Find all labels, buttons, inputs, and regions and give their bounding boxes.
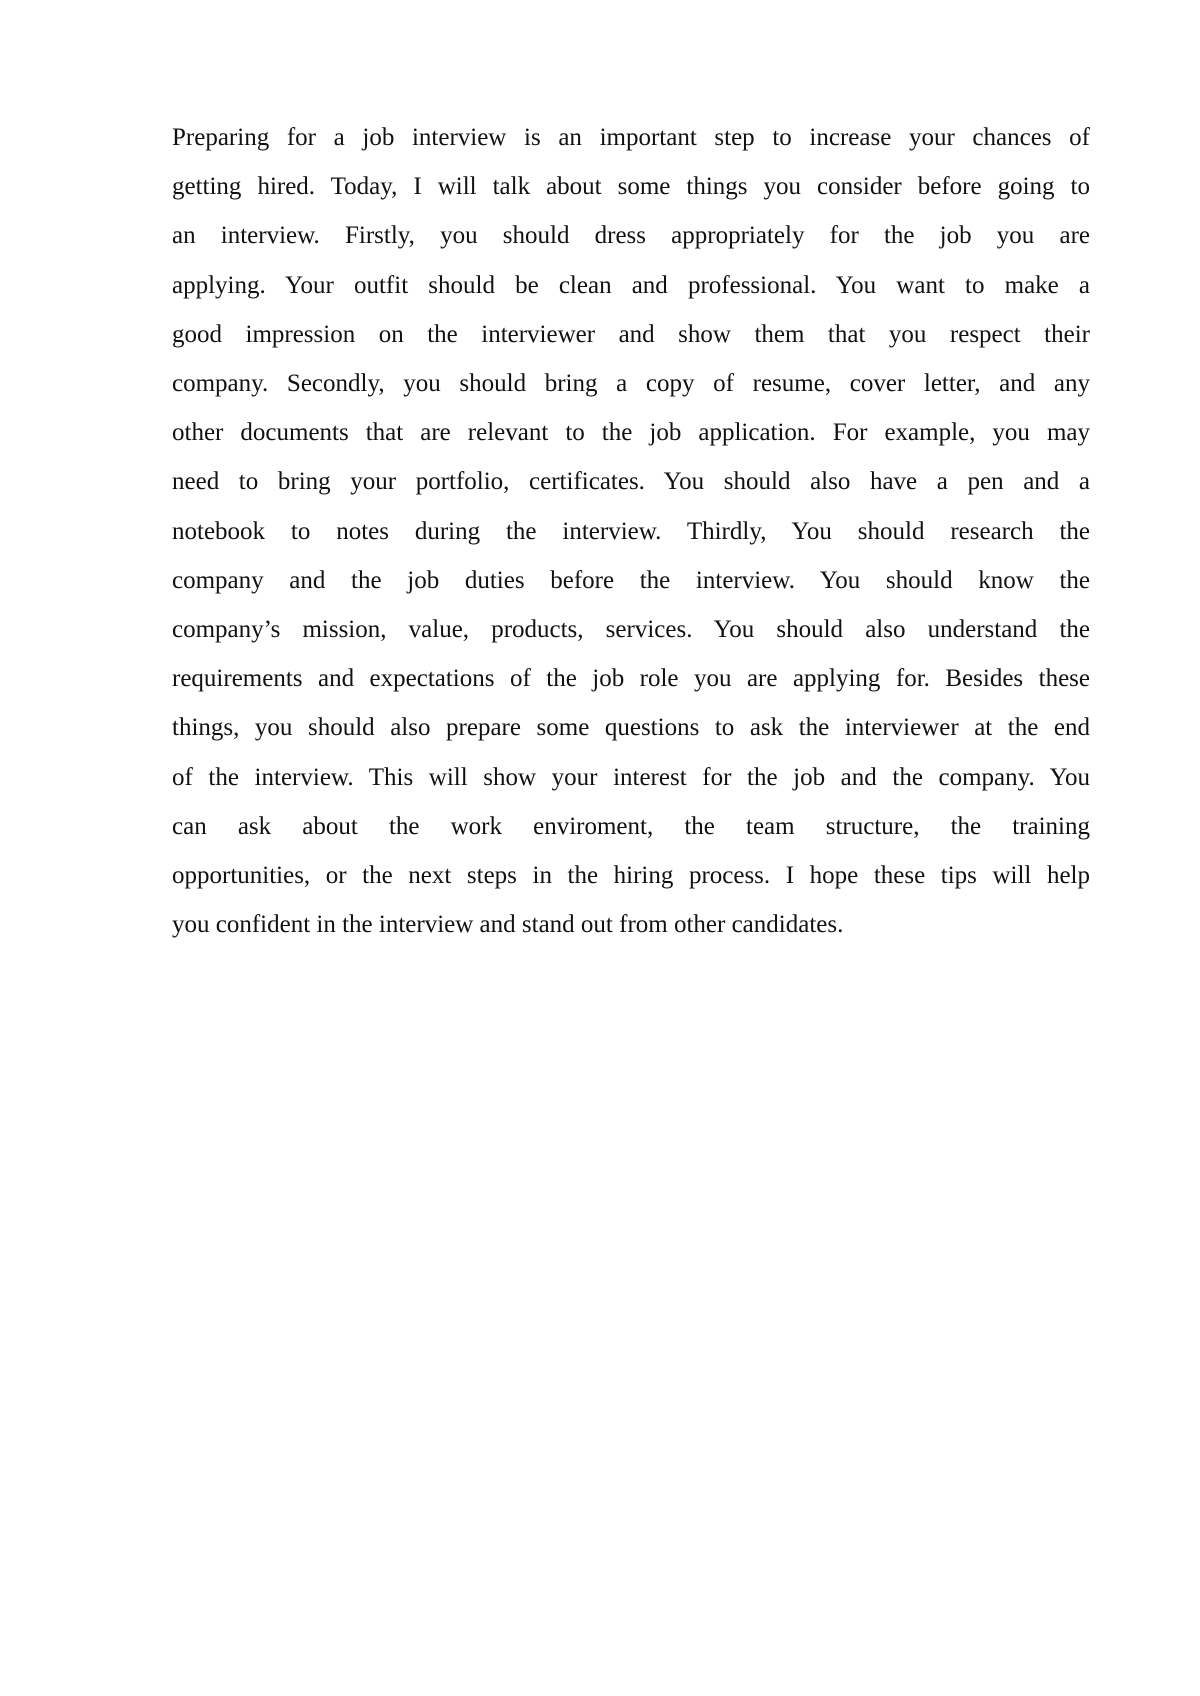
paragraph-line: Preparing for a job interview is an important step to increase your chances of [172,124,1090,151]
paragraph-line: other documents that are relevant to the job application. For example, you may [172,419,1090,447]
paragraph-line: can ask about the work enviroment, the team structure, the training [172,812,1090,840]
paragraph-line: notebook to notes during the interview. Thirdly, You should research the [172,517,1090,545]
paragraph-line: applying. Your outfit should be clean and professional. You want to make a [172,271,1090,299]
paragraph-line: of the interview. This will show your interest for the job and the company. You [172,763,1090,791]
body-paragraph [172,113,1090,949]
paragraph-line: company’s mission, value, products, services. You should also understand the [172,616,1090,644]
paragraph-line: an interview. Firstly, you should dress appropriately for the job you are [172,222,1090,250]
paragraph-line: good impression on the interviewer and show them that you respect their [172,320,1090,348]
paragraph-line: opportunities, or the next steps in the hiring process. I hope these tips will help [172,862,1090,890]
paragraph-line: you confident in the interview and stand out from other candidates. [172,911,844,939]
paragraph-line: company. Secondly, you should bring a copy of resume, cover letter, and any [172,370,1090,398]
paragraph-line: need to bring your portfolio, certificates. You should also have a pen and a [172,468,1090,496]
paragraph-line: things, you should also prepare some questions to ask the interviewer at the end [172,714,1090,742]
paragraph-line: requirements and expectations of the job role you are applying for. Besides these [172,665,1090,693]
paragraph-line: getting hired. Today, I will talk about some things you consider before going to [172,173,1090,201]
paragraph-line: company and the job duties before the interview. You should know the [172,566,1090,594]
